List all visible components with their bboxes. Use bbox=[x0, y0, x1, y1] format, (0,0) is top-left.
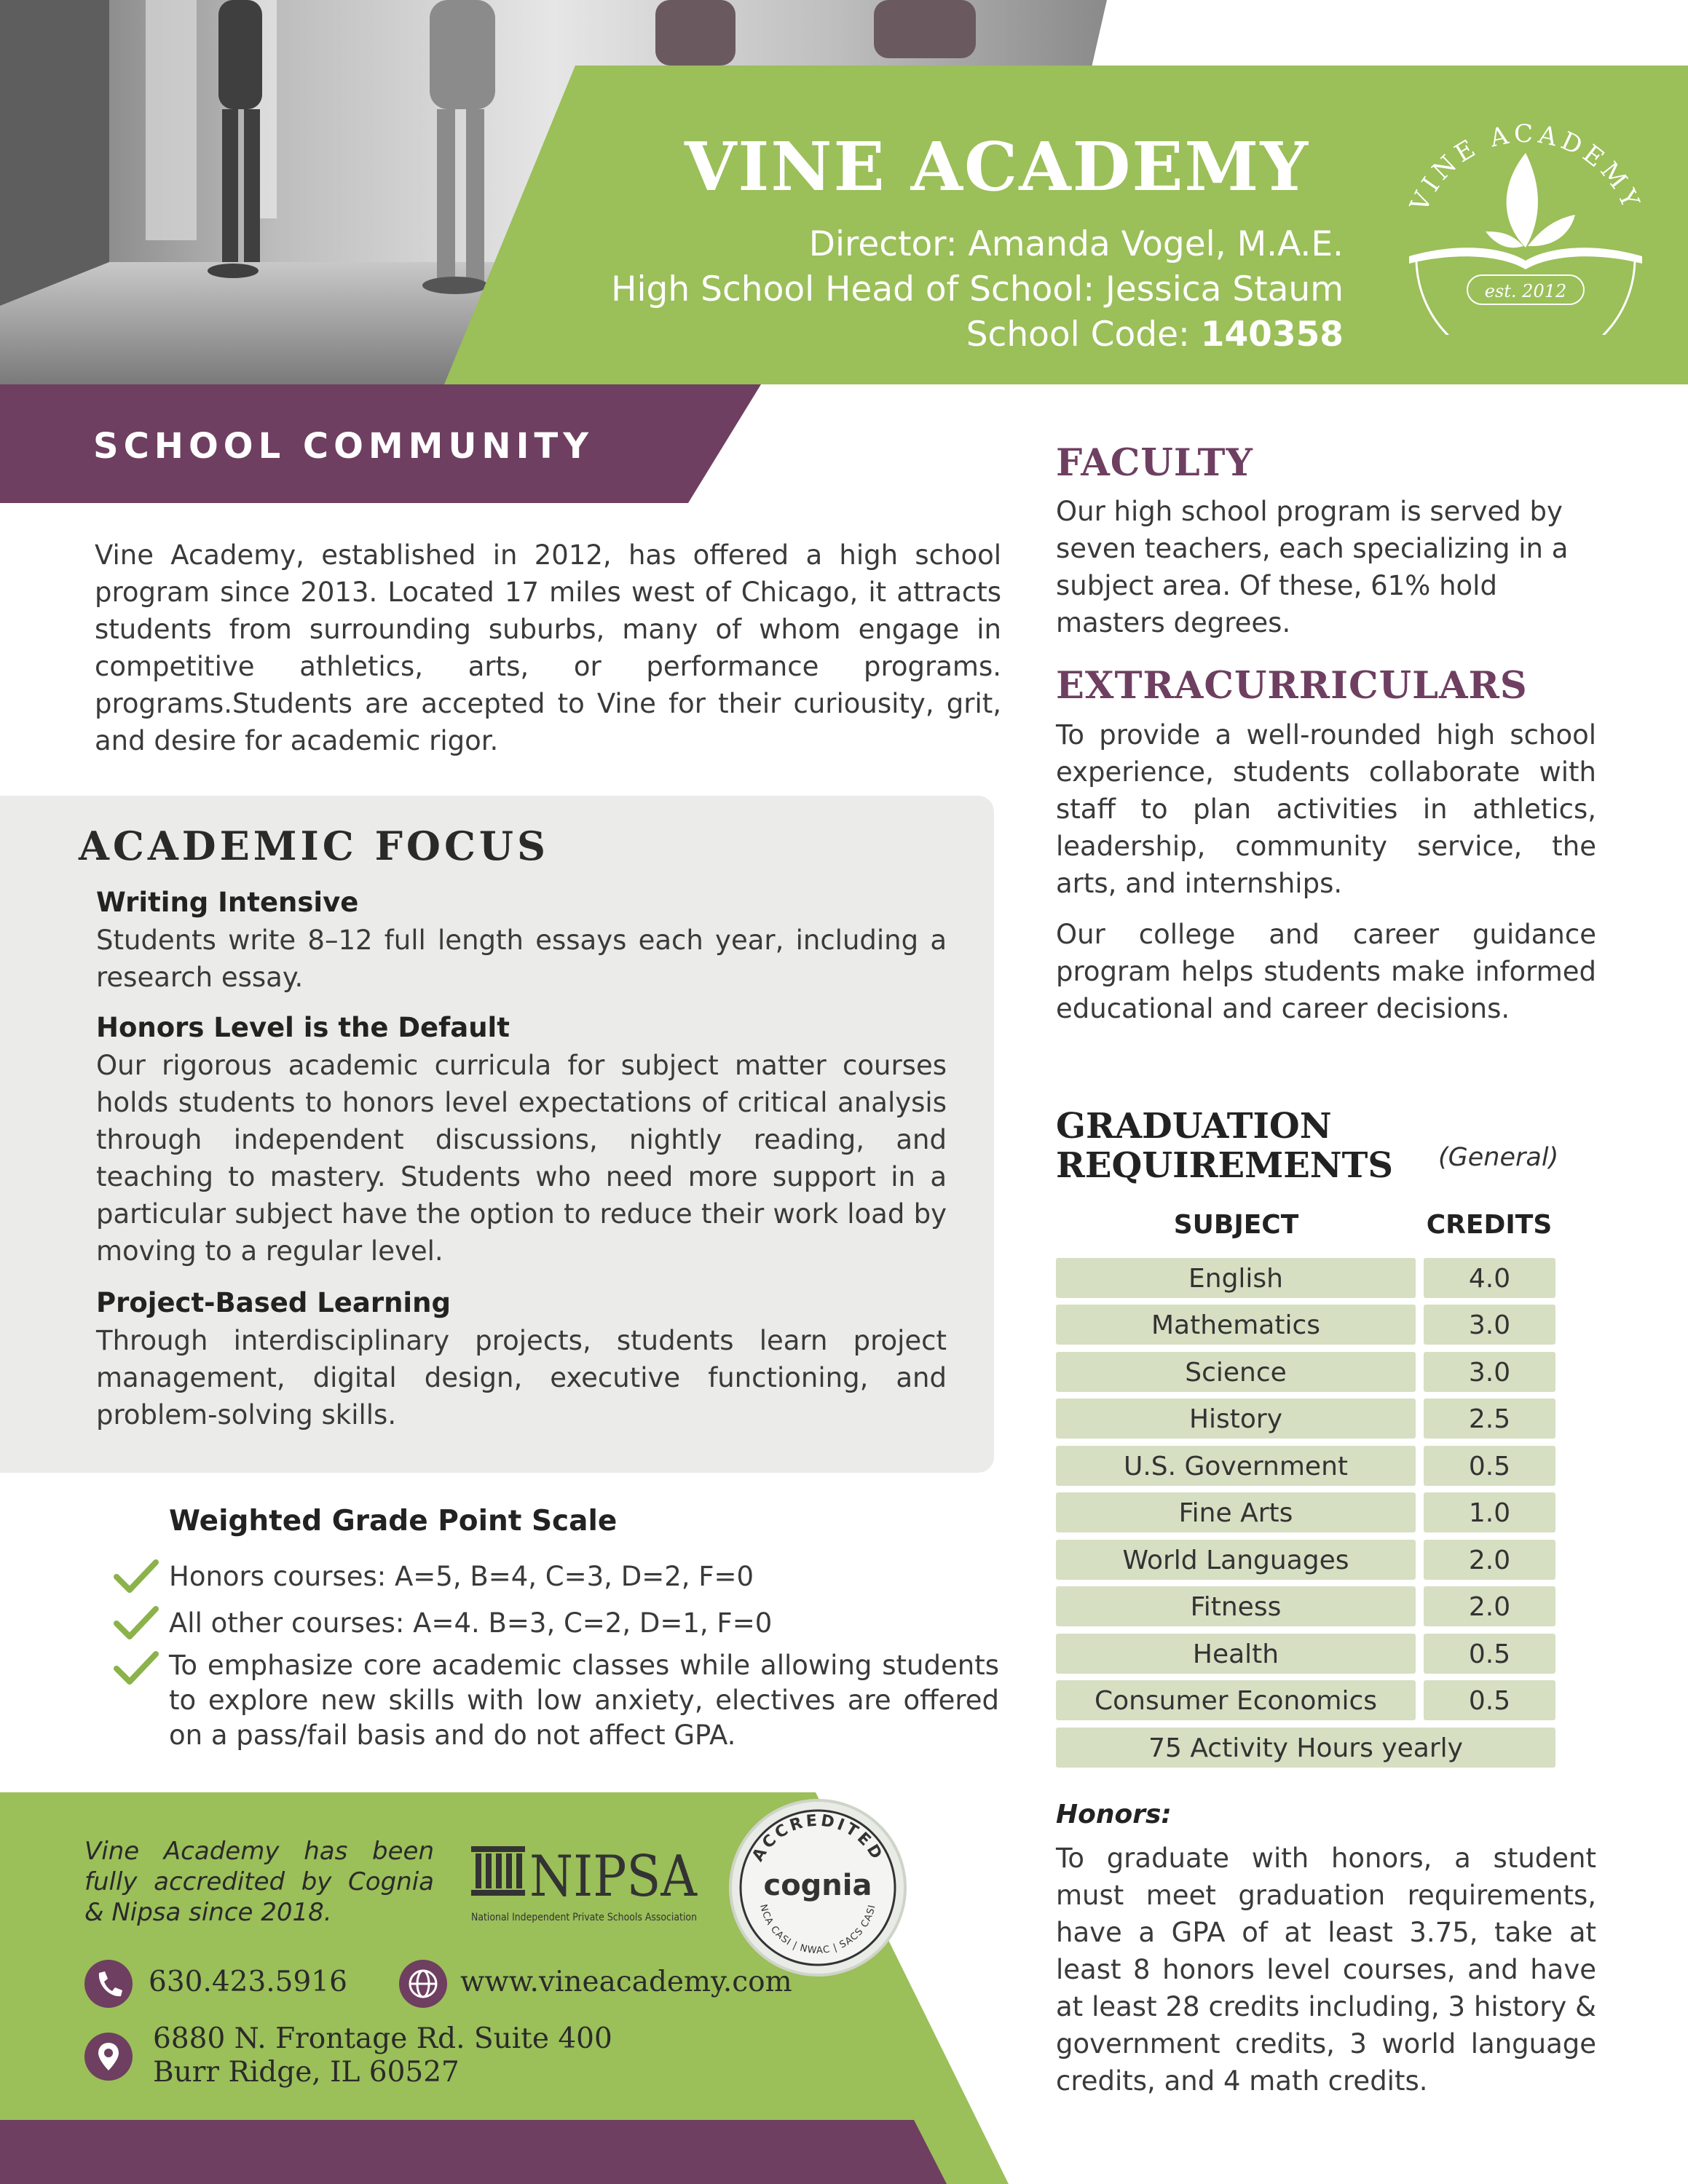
table-cell-subject: Science bbox=[1056, 1352, 1416, 1392]
table-cell-credits: 1.0 bbox=[1424, 1492, 1555, 1532]
faculty-title: FACULTY bbox=[1056, 441, 1253, 485]
faculty-text: Our high school program is served by seven teachers, each specializing in a subject area. Of these, 61% hold masters degrees. bbox=[1056, 496, 1569, 638]
column-header-subject: SUBJECT bbox=[1173, 1210, 1299, 1240]
cognia-seal bbox=[727, 1797, 909, 1979]
table-cell-subject: Mathematics bbox=[1056, 1305, 1416, 1345]
globe-icon bbox=[399, 1960, 447, 2008]
table-cell-subject: World Languages bbox=[1056, 1540, 1416, 1580]
school-title: VINE ACADEMY bbox=[685, 127, 1310, 206]
table-cell-credits: 3.0 bbox=[1424, 1352, 1555, 1392]
school-code-label: School Code: bbox=[966, 314, 1190, 355]
head-of-school-line: High School Head of School: Jessica Staum bbox=[611, 269, 1344, 309]
focus-text-writing: Students write 8–12 full length essays each year, including a research essay. bbox=[96, 925, 947, 993]
location-pin-icon bbox=[84, 2033, 133, 2081]
table-cell-credits: 0.5 bbox=[1424, 1634, 1555, 1674]
nipsa-name: NIPSA bbox=[529, 1844, 698, 1910]
director-line: Director: Amanda Vogel, M.A.E. bbox=[808, 224, 1344, 264]
table-cell-subject: History bbox=[1056, 1398, 1416, 1439]
graduation-title-line-1: GRADUATION bbox=[1056, 1106, 1332, 1147]
extracurriculars-text-1: To provide a well-rounded high school experience, students collaborate with staff to plan activities in athletics, leadership, community service, the arts, and internships. bbox=[1056, 719, 1596, 899]
focus-text-projects: Through interdisciplinary projects, students learn project management, digital design, executive functioning, and problem-solving skills. bbox=[96, 1325, 947, 1431]
academic-focus-title: ACADEMIC FOCUS bbox=[79, 823, 550, 869]
school-code-line bbox=[510, 314, 1344, 355]
check-icon bbox=[114, 1605, 159, 1641]
table-cell-credits: 0.5 bbox=[1424, 1446, 1555, 1486]
table-cell-subject: Health bbox=[1056, 1634, 1416, 1674]
table-cell-credits: 2.5 bbox=[1424, 1398, 1555, 1439]
extracurriculars-title: EXTRACURRICULARS bbox=[1056, 664, 1528, 708]
focus-heading-writing: Writing Intensive bbox=[96, 887, 359, 918]
column-header-credits: CREDITS bbox=[1426, 1210, 1553, 1240]
focus-text-honors: Our rigorous academic curricula for subject matter courses holds students to honors level expectations of critical analysis through independent discussions, nightly reading, and teaching to mastery. Students who need more support in a particular subject have the option to reduce their work load by moving to a regular level. bbox=[96, 1050, 947, 1267]
table-cell-subject: Fine Arts bbox=[1056, 1492, 1416, 1532]
grade-scale-title: Weighted Grade Point Scale bbox=[169, 1505, 618, 1538]
cognia-name: cognia bbox=[763, 1869, 872, 1902]
focus-heading-projects: Project-Based Learning bbox=[96, 1287, 451, 1318]
table-cell-subject: English bbox=[1056, 1258, 1416, 1298]
table-cell-credits: 4.0 bbox=[1424, 1258, 1555, 1298]
phone-icon bbox=[84, 1960, 133, 2008]
activity-hours-row: 75 Activity Hours yearly bbox=[1056, 1728, 1555, 1768]
cognia-regions: NCA CASI | NWAC | SACS CASI bbox=[757, 1903, 878, 1957]
check-icon bbox=[114, 1558, 159, 1594]
address-line-2: Burr Ridge, IL 60527 bbox=[153, 2056, 460, 2089]
cognia-accredited: ACCREDITED bbox=[749, 1811, 887, 1865]
honors-title: Honors: bbox=[1056, 1800, 1172, 1829]
table-cell-subject: Consumer Economics bbox=[1056, 1680, 1416, 1720]
focus-heading-honors: Honors Level is the Default bbox=[96, 1012, 510, 1043]
table-cell-subject: Fitness bbox=[1056, 1586, 1416, 1626]
address-line-1: 6880 N. Frontage Rd. Suite 400 bbox=[153, 2022, 612, 2055]
grade-scale-item: Honors courses: A=5, B=4, C=3, D=2, F=0 bbox=[169, 1561, 754, 1592]
table-cell-credits: 0.5 bbox=[1424, 1680, 1555, 1720]
graduation-title-line-2: REQUIREMENTS bbox=[1056, 1145, 1394, 1186]
logo-est: est. 2012 bbox=[1484, 281, 1567, 301]
nipsa-full-name: National Independent Private Schools Association bbox=[471, 1912, 697, 1923]
logo-arc-text: VINE ACADEMY bbox=[1404, 119, 1647, 216]
nipsa-logo bbox=[470, 1836, 703, 1934]
check-icon bbox=[114, 1650, 159, 1686]
phone-number[interactable]: 630.423.5916 bbox=[149, 1966, 347, 1998]
website-link[interactable]: www.vineacademy.com bbox=[460, 1966, 792, 1998]
grade-scale-item: To emphasize core academic classes while allowing students to explore new skills with low anxiety, electives are offered on a pass/fail basis and do not affect GPA. bbox=[169, 1650, 999, 1751]
honors-text: To graduate with honors, a student must meet graduation requirements, have a GPA of at least 3.75, take at least 8 honors level courses, and have at least 28 credits including, 3 history & government credits, 3 world language credits, and 4 math credits. bbox=[1056, 1843, 1596, 2097]
vine-academy-logo bbox=[1395, 102, 1657, 335]
extracurriculars-text-2: Our college and career guidance program helps students make informed educational and career decisions. bbox=[1056, 919, 1596, 1024]
table-cell-subject: U.S. Government bbox=[1056, 1446, 1416, 1486]
graduation-title bbox=[1056, 1107, 1393, 1185]
table-cell-credits: 2.0 bbox=[1424, 1586, 1555, 1626]
school-code-value: 140358 bbox=[1200, 314, 1344, 355]
table-cell-credits: 2.0 bbox=[1424, 1540, 1555, 1580]
grade-scale-item: All other courses: A=4. B=3, C=2, D=1, F=0 bbox=[169, 1607, 773, 1639]
community-title: SCHOOL COMMUNITY bbox=[93, 426, 593, 467]
graduation-qualifier: (General) bbox=[1438, 1143, 1559, 1172]
community-paragraph: Vine Academy, established in 2012, has offered a high school program since 2013. Located 17 miles west of Chicago, it attracts students from surrounding suburbs, many of whom engage in competitive athletics, arts, or performance programs. programs.Students are accepted to Vine for their curiousity, grit, and desire for academic rigor. bbox=[95, 539, 1001, 756]
accreditation-note: Vine Academy has been fully accredited by Cognia & Nipsa since 2018. bbox=[84, 1837, 434, 1927]
table-cell-credits: 3.0 bbox=[1424, 1305, 1555, 1345]
